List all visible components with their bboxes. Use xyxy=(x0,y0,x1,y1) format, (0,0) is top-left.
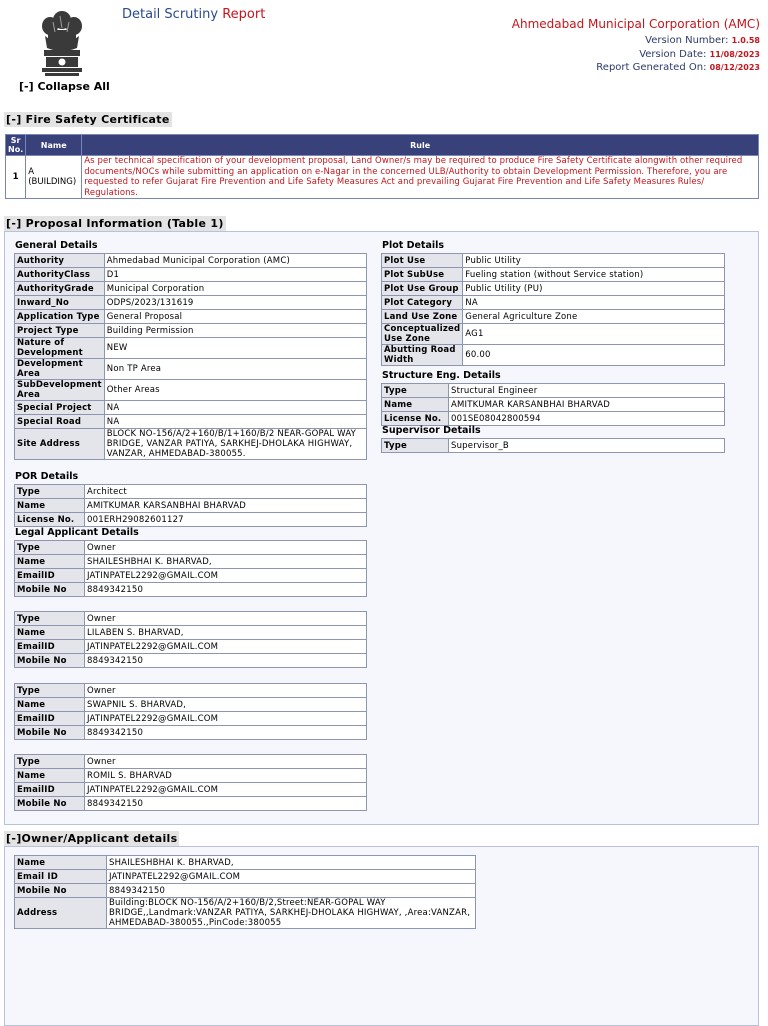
field-value: Ahmedabad Municipal Corporation (AMC) xyxy=(104,254,366,268)
field-label: Address xyxy=(15,898,107,929)
field-label: SubDevelopment Area xyxy=(15,380,105,401)
field-value: Other Areas xyxy=(104,380,366,401)
field-label: Plot Use Group xyxy=(382,282,463,296)
table-row xyxy=(15,310,367,324)
field-label: Plot Use xyxy=(382,254,463,268)
table-row xyxy=(15,583,367,597)
general-details-heading: General Details xyxy=(15,240,98,251)
plot-details-heading: Plot Details xyxy=(382,240,445,251)
field-value: Owner xyxy=(85,755,367,769)
table-row xyxy=(15,268,367,282)
field-value: General Proposal xyxy=(104,310,366,324)
field-value: BLOCK NO-156/A/2+160/B/1+160/B/2 NEAR-GOPAL WAY BRIDGE, VANZAR PATIYA, SARKHEJ-DHOLAKA HIGHWAY, VANZAR, AHMEDABAD-380055. xyxy=(104,429,366,460)
rule-header: Rule xyxy=(82,135,759,156)
table-row xyxy=(15,296,367,310)
field-label: Mobile No xyxy=(15,884,107,898)
field-value: 8849342150 xyxy=(85,583,367,597)
field-value: AMITKUMAR KARSANBHAI BHARVAD xyxy=(449,398,725,412)
field-label: Mobile No xyxy=(15,726,85,740)
version-date-label: Version Date: xyxy=(639,48,707,60)
table-row xyxy=(15,612,367,626)
owner-details-table xyxy=(14,855,476,929)
field-value: NEW xyxy=(104,338,366,359)
field-value: Owner xyxy=(85,541,367,555)
table-row xyxy=(15,712,367,726)
corporation-name: Ahmedabad Municipal Corporation (AMC) xyxy=(511,17,760,31)
table-row xyxy=(15,797,367,811)
field-label: AuthorityClass xyxy=(15,268,105,282)
name-cell: A (BUILDING) xyxy=(26,156,82,199)
field-label: Authority xyxy=(15,254,105,268)
report-generated-value: 08/12/2023 xyxy=(709,63,760,72)
field-label: Type xyxy=(15,755,85,769)
field-label: Application Type xyxy=(15,310,105,324)
field-label: Name xyxy=(15,626,85,640)
table-row xyxy=(382,310,725,324)
field-value: Architect xyxy=(85,485,367,499)
field-value: 8849342150 xyxy=(85,654,367,668)
table-row xyxy=(382,412,725,426)
field-label: Mobile No xyxy=(15,583,85,597)
fire-safety-table xyxy=(5,134,759,199)
legal-applicant-heading: Legal Applicant Details xyxy=(15,527,139,538)
field-value: NA xyxy=(463,296,725,310)
field-value: 001SE08042800594 xyxy=(449,412,725,426)
table-row xyxy=(382,384,725,398)
table-row xyxy=(15,282,367,296)
table-row xyxy=(382,254,725,268)
field-label: Name xyxy=(15,499,85,513)
field-value: ROMIL S. BHARVAD xyxy=(85,769,367,783)
table-row xyxy=(382,324,725,345)
field-label: Name xyxy=(15,555,85,569)
table-row xyxy=(15,654,367,668)
table-header-row xyxy=(6,135,759,156)
field-value: JATINPATEL2292@GMAIL.COM xyxy=(85,783,367,797)
table-row xyxy=(15,324,367,338)
field-label: EmailID xyxy=(15,569,85,583)
field-value: ODPS/2023/131619 xyxy=(104,296,366,310)
version-number-value: 1.0.58 xyxy=(731,36,760,45)
field-label: Type xyxy=(382,384,449,398)
field-value: NA xyxy=(104,401,366,415)
table-row xyxy=(15,726,367,740)
supervisor-details-table xyxy=(381,438,725,453)
report-generated-line xyxy=(512,61,760,75)
version-date-value: 11/08/2023 xyxy=(709,49,760,59)
table-row xyxy=(15,359,367,380)
structure-details-heading: Structure Eng. Details xyxy=(382,370,501,381)
table-row xyxy=(382,268,725,282)
field-label: Email ID xyxy=(15,870,107,884)
field-label: Inward_No xyxy=(15,296,105,310)
applicant-table-3 xyxy=(14,683,367,740)
supervisor-details-heading: Supervisor Details xyxy=(382,425,481,436)
field-value: LILABEN S. BHARVAD, xyxy=(85,626,367,640)
field-label: Type xyxy=(15,684,85,698)
field-value: Building:BLOCK NO-156/A/2+160/B/2,Street:NEAR-GOPAL WAY BRIDGE,,Landmark:VANZAR PATIYA, SARKHEJ-DHOLAKA HIGHWAY, ,Area:VANZAR, AHMEDABAD-380055.,PinCode:380055 xyxy=(107,898,476,929)
proposal-section-toggle[interactable]: [-] Proposal Information (Table 1) xyxy=(6,217,224,230)
field-label: Project Type xyxy=(15,324,105,338)
table-row xyxy=(15,338,367,359)
field-label: Name xyxy=(382,398,449,412)
field-label: Type xyxy=(382,439,449,453)
field-label: Mobile No xyxy=(15,654,85,668)
table-row xyxy=(382,282,725,296)
table-row xyxy=(15,783,367,797)
field-value: JATINPATEL2292@GMAIL.COM xyxy=(85,712,367,726)
version-number-line xyxy=(512,34,760,48)
table-row xyxy=(15,640,367,654)
state-emblem-icon xyxy=(36,6,88,80)
field-value: SHAILESHBHAI K. BHARVAD, xyxy=(107,856,476,870)
field-label: Mobile No xyxy=(15,797,85,811)
field-value: Owner xyxy=(85,684,367,698)
field-value: AMITKUMAR KARSANBHAI BHARVAD xyxy=(85,499,367,513)
field-value: JATINPATEL2292@GMAIL.COM xyxy=(85,640,367,654)
table-row xyxy=(15,254,367,268)
field-value: Fueling station (without Service station) xyxy=(463,268,725,282)
rule-cell: As per technical specification of your development proposal, Land Owner/s may be required to produce Fire Safety Certificate alongwith other required documents/NOCs while submitting an application on e-Nagar in the concerned ULB/Authority to obtain Development Permission. Therefore, you are requested to refer Gujarat Fire Prevention and Life Safety Measures Act and prevailing Gujarat Fire Prevention and Life Safety Measures Rules/ Regulations. xyxy=(82,156,759,199)
version-number-label: Version Number: xyxy=(645,35,729,46)
report-title xyxy=(122,7,265,22)
field-label: License No. xyxy=(382,412,449,426)
table-row xyxy=(15,415,367,429)
table-row xyxy=(15,555,367,569)
table-row xyxy=(15,884,476,898)
table-row xyxy=(15,499,367,513)
field-value: Non TP Area xyxy=(104,359,366,380)
field-value: Owner xyxy=(85,612,367,626)
field-value: AG1 xyxy=(463,324,725,345)
field-value: SWAPNIL S. BHARVAD, xyxy=(85,698,367,712)
field-label: Type xyxy=(15,485,85,499)
plot-details-table xyxy=(381,253,725,366)
field-label: Conceptualized Use Zone xyxy=(382,324,463,345)
table-row xyxy=(15,870,476,884)
field-value: Public Utility xyxy=(463,254,725,268)
field-label: Plot Category xyxy=(382,296,463,310)
fire-safety-section-toggle[interactable]: [-] Fire Safety Certificate xyxy=(6,113,170,126)
field-label: EmailID xyxy=(15,640,85,654)
sr-no-header: Sr No. xyxy=(6,135,26,156)
field-label: EmailID xyxy=(15,712,85,726)
report-generated-label: Report Generated On: xyxy=(596,62,707,73)
applicant-table-4 xyxy=(14,754,367,811)
field-label: EmailID xyxy=(15,783,85,797)
version-date-line xyxy=(512,48,760,62)
applicant-table-1 xyxy=(14,540,367,597)
table-row xyxy=(15,755,367,769)
field-label: Land Use Zone xyxy=(382,310,463,324)
table-row xyxy=(382,345,725,366)
field-label: Plot SubUse xyxy=(382,268,463,282)
table-row xyxy=(15,485,367,499)
field-value: SHAILESHBHAI K. BHARVAD, xyxy=(85,555,367,569)
field-value: Municipal Corporation xyxy=(104,282,366,296)
field-label: Name xyxy=(15,698,85,712)
table-row xyxy=(15,569,367,583)
field-label: Name xyxy=(15,856,107,870)
table-row xyxy=(382,296,725,310)
field-value: 8849342150 xyxy=(85,726,367,740)
table-row xyxy=(15,856,476,870)
field-value: D1 xyxy=(104,268,366,282)
table-row xyxy=(15,541,367,555)
field-value: NA xyxy=(104,415,366,429)
field-value: JATINPATEL2292@GMAIL.COM xyxy=(85,569,367,583)
table-row xyxy=(15,401,367,415)
table-row xyxy=(15,898,476,929)
field-value: Public Utility (PU) xyxy=(463,282,725,296)
table-row xyxy=(15,684,367,698)
por-details-table xyxy=(14,484,367,527)
field-label: Special Project xyxy=(15,401,105,415)
collapse-all-link[interactable]: [-] Collapse All xyxy=(19,80,110,93)
field-label: Type xyxy=(15,612,85,626)
field-value: JATINPATEL2292@GMAIL.COM xyxy=(107,870,476,884)
sr-no-cell: 1 xyxy=(6,156,26,199)
field-value: 8849342150 xyxy=(107,884,476,898)
field-label: Site Address xyxy=(15,429,105,460)
field-value: 001ERH29082601127 xyxy=(85,513,367,527)
name-header: Name xyxy=(26,135,82,156)
table-row xyxy=(15,769,367,783)
report-title-accent: Report xyxy=(222,7,266,22)
owner-section-toggle[interactable]: [-]Owner/Applicant details xyxy=(6,832,178,845)
field-value: Structural Engineer xyxy=(449,384,725,398)
report-meta xyxy=(512,17,760,75)
field-value: 8849342150 xyxy=(85,797,367,811)
field-label: Abutting Road Width xyxy=(382,345,463,366)
table-row xyxy=(15,626,367,640)
field-label: Development Area xyxy=(15,359,105,380)
field-label: Nature of Development xyxy=(15,338,105,359)
report-title-main: Detail Scrutiny xyxy=(122,7,219,22)
table-row xyxy=(15,380,367,401)
por-details-heading: POR Details xyxy=(15,471,79,482)
field-label: License No. xyxy=(15,513,85,527)
field-label: AuthorityGrade xyxy=(15,282,105,296)
applicant-table-2 xyxy=(14,611,367,668)
field-value: Supervisor_B xyxy=(449,439,725,453)
field-value: Building Permission xyxy=(104,324,366,338)
field-label: Type xyxy=(15,541,85,555)
table-row xyxy=(382,439,725,453)
field-value: 60.00 xyxy=(463,345,725,366)
table-row xyxy=(382,398,725,412)
table-row xyxy=(15,429,367,460)
field-label: Special Road xyxy=(15,415,105,429)
field-label: Name xyxy=(15,769,85,783)
general-details-table xyxy=(14,253,367,460)
field-value: General Agriculture Zone xyxy=(463,310,725,324)
table-row xyxy=(15,513,367,527)
table-row xyxy=(6,156,759,199)
table-row xyxy=(15,698,367,712)
structure-details-table xyxy=(381,383,725,426)
